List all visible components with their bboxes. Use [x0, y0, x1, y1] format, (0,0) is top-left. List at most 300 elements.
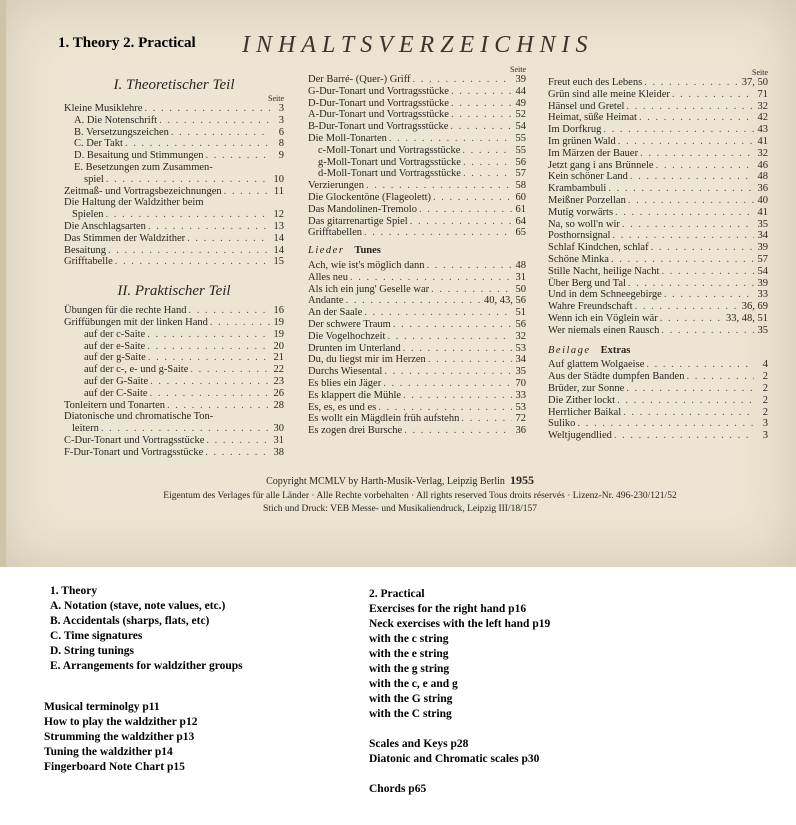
entry-title: Na, so woll'n wir: [548, 218, 620, 230]
entry-title: B-Dur-Tonart und Vortragsstücke: [308, 121, 449, 133]
dot-leader: [660, 313, 724, 325]
toc-entry: [308, 145, 526, 157]
page-number: 44: [515, 85, 526, 97]
toc-entry: [64, 138, 284, 150]
page-number: 36: [515, 425, 526, 437]
dot-leader: [108, 245, 270, 257]
song-entry: [548, 325, 768, 337]
dot-leader: [210, 317, 270, 329]
dot-leader: [410, 216, 512, 228]
dot-leader: [433, 192, 512, 204]
toc-entry: [64, 364, 284, 376]
entry-title: spiel: [84, 173, 104, 185]
page-number: 40, 43, 56: [484, 295, 526, 307]
entry-title: B. Versetzungszeichen: [74, 126, 169, 138]
entry-title: Alles neu: [308, 271, 348, 283]
translation-line: Diatonic and Chromatic scales p30: [369, 753, 540, 765]
entry-title: Auf glattem Wolgaeise: [548, 359, 645, 371]
dot-leader: [148, 221, 270, 233]
entry-title: An der Saale: [308, 307, 363, 319]
entry-title: Weltjugendlied: [548, 430, 612, 442]
toc-entry: [64, 256, 284, 268]
dot-leader: [125, 138, 270, 150]
toc-entry: [64, 162, 284, 174]
seite-label: Seite: [268, 94, 284, 103]
dot-leader: [626, 383, 754, 395]
dot-leader: [451, 98, 512, 110]
entry-title: D. Besaitung und Stimmungen: [74, 150, 204, 162]
practical-list: [64, 305, 284, 458]
page-number: 30: [273, 423, 284, 435]
song-entry: [548, 278, 768, 290]
dot-leader: [461, 413, 512, 425]
song-entry: [308, 425, 526, 437]
entry-title: Du, du liegst mir im Herzen: [308, 354, 426, 366]
entry-title: Wenn ich ein Vöglein wär: [548, 312, 658, 324]
toc-entry: [64, 103, 284, 115]
page-number: 41: [757, 135, 768, 147]
lieder-label: Lieder: [308, 245, 345, 257]
page-number: 35: [757, 324, 768, 336]
entry-title: D-Dur-Tonart und Vortragsstücke: [308, 97, 449, 109]
song-entry: [548, 266, 768, 278]
page-number: 42: [757, 112, 768, 124]
page-number: 50: [515, 283, 526, 295]
entry-title: Und in dem Schneegebirge: [548, 289, 662, 301]
page-number: 9: [278, 150, 284, 162]
beilage-entry: [548, 383, 768, 395]
dot-leader: [403, 343, 512, 355]
page-number: 3: [278, 114, 284, 126]
beilage-english: Extras: [600, 344, 631, 356]
page-number: 60: [515, 191, 526, 203]
entry-title: auf der g-Saite: [84, 352, 146, 364]
page-number: 32: [757, 147, 768, 159]
entry-title: Der Barré- (Quer-) Griff: [308, 74, 411, 85]
lieder-heading: [308, 245, 526, 257]
dot-leader: [428, 354, 512, 366]
page-number: 10: [273, 173, 284, 185]
page-number: 15: [273, 256, 284, 268]
toc-entry: [64, 423, 284, 435]
page-number: 31: [515, 271, 526, 283]
page-number: 57: [515, 168, 526, 180]
entry-title: Die Vogelhochzeit: [308, 330, 386, 342]
dot-leader: [393, 319, 512, 331]
page-number: 39: [757, 277, 768, 289]
page-title: INHALTSVERZEICHNIS: [242, 32, 594, 58]
entry-title: Meißner Porzellan: [548, 194, 626, 206]
dot-leader: [615, 207, 754, 219]
entry-title: Schöne Minka: [548, 253, 609, 265]
page-number: 70: [515, 377, 526, 389]
dot-leader: [106, 209, 271, 221]
entry-title: Diatonische und chromatische Ton-: [64, 411, 214, 423]
translation-line: with the c string: [369, 633, 449, 645]
translation-line: C. Time signatures: [50, 630, 143, 642]
entry-title: Kleine Musiklehre: [64, 103, 143, 114]
dot-leader: [150, 376, 270, 388]
entry-title: auf der c-Saite: [84, 328, 146, 340]
dot-leader: [159, 115, 270, 127]
entry-title: Drunten im Unterland: [308, 342, 401, 354]
song-entry: [308, 319, 526, 331]
page-number: 22: [273, 364, 284, 376]
page-number: 72: [515, 413, 526, 425]
page-number: 53: [515, 342, 526, 354]
toc-entry: [64, 305, 284, 317]
page-number: 55: [515, 132, 526, 144]
page-number: 71: [757, 88, 768, 100]
entry-title: Der schwere Traum: [308, 318, 391, 330]
entry-title: Posthornsignal: [548, 230, 611, 242]
dot-leader: [661, 325, 754, 337]
toc-entry: [308, 121, 526, 133]
page-number: 2: [762, 406, 768, 418]
translation-line: with the C string: [369, 708, 452, 720]
toc-entry: [308, 180, 526, 192]
translation-line: D. String tunings: [50, 645, 135, 657]
entry-title: d-Moll-Tonart und Vortragsstücke: [318, 168, 461, 180]
dot-leader: [618, 136, 754, 148]
entry-title: Die Anschlagsarten: [64, 220, 146, 232]
toc-column-1: [64, 76, 284, 459]
entry-title: F-Dur-Tonart und Vortragsstücke: [64, 446, 204, 458]
page-number: 55: [515, 144, 526, 156]
toc-entry: [64, 127, 284, 139]
dot-leader: [171, 127, 270, 139]
lieder-list: [308, 260, 526, 437]
copyright-year: 1955: [509, 473, 534, 487]
dot-leader: [672, 89, 754, 101]
toc-entry: [308, 86, 526, 98]
page-number: 19: [273, 328, 284, 340]
toc-entry: [64, 209, 284, 221]
section-heading-theory: I. Theoretischer Teil: [113, 77, 235, 93]
toc-entry: [308, 157, 526, 169]
page-number: 14: [273, 232, 284, 244]
song-entry: [548, 313, 768, 325]
page-number: 33: [757, 289, 768, 301]
dot-leader: [630, 171, 754, 183]
translation-line: 2. Practical: [369, 588, 425, 600]
page-number: 49: [515, 97, 526, 109]
toc-entry: [64, 388, 284, 400]
song-entry: [308, 295, 526, 307]
toc-entry: [64, 221, 284, 233]
toc-entry: [64, 411, 284, 423]
page-number: 54: [757, 265, 768, 277]
toc-entry: [64, 341, 284, 353]
dot-leader: [664, 289, 754, 301]
beilage-entry: [548, 418, 768, 430]
page-number: 2: [762, 371, 768, 383]
toc-entry: [64, 245, 284, 257]
page-number: 12: [273, 209, 284, 221]
dot-leader: [427, 260, 513, 272]
translation-line: 1. Theory: [50, 585, 98, 597]
entry-title: Grifftabelle: [64, 256, 113, 268]
translation-theory-pages: [44, 700, 197, 775]
toc-entry: [64, 400, 284, 412]
dot-leader: [463, 157, 512, 169]
entry-title: Schlaf Kindchen, schlaf: [548, 242, 649, 254]
song-entry: [548, 112, 768, 124]
translation-line: with the G string: [369, 693, 453, 705]
song-entry: [548, 89, 768, 101]
entry-title: Es klappert die Mühle: [308, 389, 402, 401]
dot-leader: [378, 402, 512, 414]
entry-title: Verzierungen: [308, 180, 364, 192]
toc-entry: [64, 435, 284, 447]
translation-line: Fingerboard Note Chart p15: [44, 761, 185, 773]
song-entry: [308, 390, 526, 402]
page-number: 16: [273, 305, 284, 317]
entry-title: G-Dur-Tonart und Vortragsstücke: [308, 85, 449, 97]
entry-title: Suliko: [548, 418, 576, 430]
song-entry: [548, 101, 768, 113]
song-entry: [548, 160, 768, 172]
song-entry: [548, 148, 768, 160]
page-number: 23: [273, 375, 284, 387]
dot-leader: [614, 430, 754, 442]
dot-leader: [106, 174, 270, 186]
entry-title: Im Märzen der Bauer: [548, 147, 639, 159]
toc-entry: [308, 227, 526, 239]
song-entry: [308, 343, 526, 355]
dot-leader: [144, 103, 270, 115]
dot-leader: [628, 195, 754, 207]
song-entry: [308, 413, 526, 425]
toc-entry: [64, 329, 284, 341]
song-entry: [548, 195, 768, 207]
page-number: 36, 69: [741, 301, 768, 313]
entry-title: Das gitarrenartige Spiel: [308, 215, 408, 227]
page-number: 13: [273, 220, 284, 232]
song-entry: [548, 254, 768, 266]
beilage-entry: [548, 407, 768, 419]
entry-title: Es, es, es und es: [308, 401, 377, 413]
entry-title: Als ich ein jung' Geselle war: [308, 283, 430, 295]
page-number: 32: [757, 100, 768, 112]
copyright-text: Copyright MCMLV by Harth-Musik-Verlag, Leipzig Berlin: [266, 476, 505, 487]
translation-line: Scales and Keys p28: [369, 738, 469, 750]
theory-list: [64, 103, 284, 268]
dot-leader: [451, 86, 512, 98]
entry-title: Herrlicher Baikal: [548, 406, 622, 418]
dot-leader: [404, 425, 512, 437]
toc-entry: [64, 197, 284, 209]
dot-leader: [148, 352, 270, 364]
entry-title: Das Stimmen der Waldzither: [64, 232, 186, 244]
toc-entry: [308, 204, 526, 216]
toc-entry: [64, 447, 284, 459]
translation-line: Musical terminolgy p11: [44, 701, 160, 713]
toc-entry: [64, 115, 284, 127]
dot-leader: [644, 77, 740, 89]
entry-title: Es wollt ein Mägdlein früh aufstehn: [308, 413, 460, 425]
page-number: 32: [515, 330, 526, 342]
entry-title: g-Moll-Tonart und Vortragsstücke: [318, 156, 461, 168]
page-number: 37, 50: [741, 77, 768, 88]
song-entry: [548, 301, 768, 313]
dot-leader: [640, 148, 754, 160]
toc-entry: [64, 233, 284, 245]
page-number: 52: [515, 109, 526, 121]
translation-line: B. Accidentals (sharps, flats, etc): [50, 615, 210, 627]
dot-leader: [651, 242, 754, 254]
page-number: 61: [515, 203, 526, 215]
entry-title: auf der G-Saite: [84, 375, 149, 387]
entry-title: Die Zither lockt: [548, 394, 616, 406]
song-entry: [308, 354, 526, 366]
beilage-entry: [548, 430, 768, 442]
seite-label: Seite: [510, 65, 526, 74]
entry-title: auf der c-, e- und g-Saite: [84, 364, 189, 376]
song-entry: [548, 230, 768, 242]
page-number: 41: [757, 206, 768, 218]
page-number: 39: [515, 74, 526, 85]
translation-line: Tuning the waldzither p14: [44, 746, 173, 758]
lieder-english: Tunes: [354, 245, 381, 257]
entry-title: Wer niemals einen Rausch: [548, 324, 660, 336]
entry-title: auf der C-Saite: [84, 387, 148, 399]
entry-title: Brüder, zur Sonne: [548, 382, 625, 394]
dot-leader: [206, 150, 271, 162]
dot-leader: [628, 278, 754, 290]
page-number: 64: [515, 215, 526, 227]
song-entry: [308, 307, 526, 319]
dot-leader: [187, 233, 270, 245]
dot-leader: [617, 395, 754, 407]
toc-entry: [308, 98, 526, 110]
translation-scales: [369, 737, 539, 767]
entry-title: Durchs Wiesental: [308, 366, 383, 378]
toc-entry: [64, 352, 284, 364]
dot-leader: [366, 180, 512, 192]
translation-line: Exercises for the right hand p16: [369, 603, 527, 615]
page-number: 2: [762, 394, 768, 406]
translation-line: How to play the waldzither p12: [44, 716, 198, 728]
dot-leader: [205, 447, 270, 459]
entry-title: Die Haltung der Waldzither beim: [64, 197, 204, 209]
toc-list-2: [308, 74, 526, 239]
entry-title: Hänsel und Gretel: [548, 100, 625, 112]
translation-line: with the e string: [369, 648, 449, 660]
song-entry: [308, 331, 526, 343]
dot-leader: [462, 145, 512, 157]
page-number: 39: [757, 242, 768, 254]
entry-title: c-Moll-Tonart und Vortragsstücke: [318, 144, 461, 156]
entry-title: Freut euch des Lebens: [548, 77, 643, 88]
beilage-entry: [548, 371, 768, 383]
page-number: 48: [757, 171, 768, 183]
dot-leader: [635, 301, 740, 313]
entry-title: Ach, wie ist's möglich dann: [308, 259, 425, 271]
page-number: 34: [757, 230, 768, 242]
toc-entry: [308, 192, 526, 204]
song-entry: [308, 284, 526, 296]
dot-leader: [661, 266, 754, 278]
page-number: 20: [273, 340, 284, 352]
dot-leader: [190, 364, 270, 376]
dot-leader: [623, 407, 754, 419]
dot-leader: [150, 388, 270, 400]
entry-title: A. Die Notenschrift: [74, 114, 158, 126]
dot-leader: [115, 256, 270, 268]
dot-leader: [626, 101, 754, 113]
page-number: 51: [515, 307, 526, 319]
seite-label: Seite: [752, 68, 768, 77]
page-number: 26: [273, 387, 284, 399]
english-header: 1. Theory 2. Practical: [58, 35, 196, 51]
page-number: 36: [757, 183, 768, 195]
dot-leader: [577, 418, 754, 430]
entry-title: Zeitmaß- und Vortragsbezeichnungen: [64, 185, 222, 197]
toc-column-3: [548, 68, 768, 442]
page-number: 57: [757, 253, 768, 265]
translation-line: Strumming the waldzither p13: [44, 731, 195, 743]
page-number: 35: [757, 218, 768, 230]
translation-line: Neck exercises with the left hand p19: [369, 618, 551, 630]
dot-leader: [346, 295, 482, 307]
toc-entry: [64, 186, 284, 198]
entry-title: Im grünen Wald: [548, 135, 616, 147]
dot-leader: [364, 227, 512, 239]
song-entry: [308, 402, 526, 414]
song-entry: [548, 77, 768, 89]
page-number: 3: [762, 430, 768, 442]
page-number: 31: [273, 434, 284, 446]
page-number: 56: [515, 156, 526, 168]
page-number: 21: [273, 352, 284, 364]
entry-title: Grifftabellen: [308, 227, 363, 239]
dot-leader: [101, 423, 270, 435]
dot-leader: [419, 204, 512, 216]
toc-column-2: [308, 65, 526, 437]
translation-line: with the g string: [369, 663, 450, 675]
translation-line: A. Notation (stave, note values, etc.): [50, 600, 226, 612]
dot-leader: [450, 121, 512, 133]
toc-entry: [64, 150, 284, 162]
entry-title: auf der e-Saite: [84, 340, 146, 352]
translation-practical: [369, 587, 550, 722]
toc-entry: [64, 174, 284, 186]
entry-title: Tonleitern und Tonarten: [64, 399, 165, 411]
beilage-entry: [548, 395, 768, 407]
dot-leader: [608, 183, 754, 195]
page-number: 43: [757, 124, 768, 136]
entry-title: Griffübungen mit der linken Hand: [64, 316, 208, 328]
dot-leader: [612, 230, 754, 242]
dot-leader: [387, 331, 512, 343]
toc-entry: [64, 376, 284, 388]
song-entry: [548, 136, 768, 148]
song-entry: [548, 183, 768, 195]
dot-leader: [224, 186, 270, 198]
page-number: 14: [273, 244, 284, 256]
page-number: 53: [515, 401, 526, 413]
translation-chords: [369, 782, 426, 797]
page-number: 19: [273, 316, 284, 328]
page-number: 6: [278, 126, 284, 138]
rights-line: Eigentum des Verlages für alle Länder · Alle Rechte vorbehalten · All rights reserved Tous droits réservés · Lizenz-Nr. 496-230/121/52: [163, 491, 677, 501]
page-number: 34: [515, 354, 526, 366]
toc-entry: [308, 109, 526, 121]
entry-title: Spielen: [72, 209, 104, 221]
beilage-list: [548, 359, 768, 442]
songs-list: [548, 77, 768, 337]
